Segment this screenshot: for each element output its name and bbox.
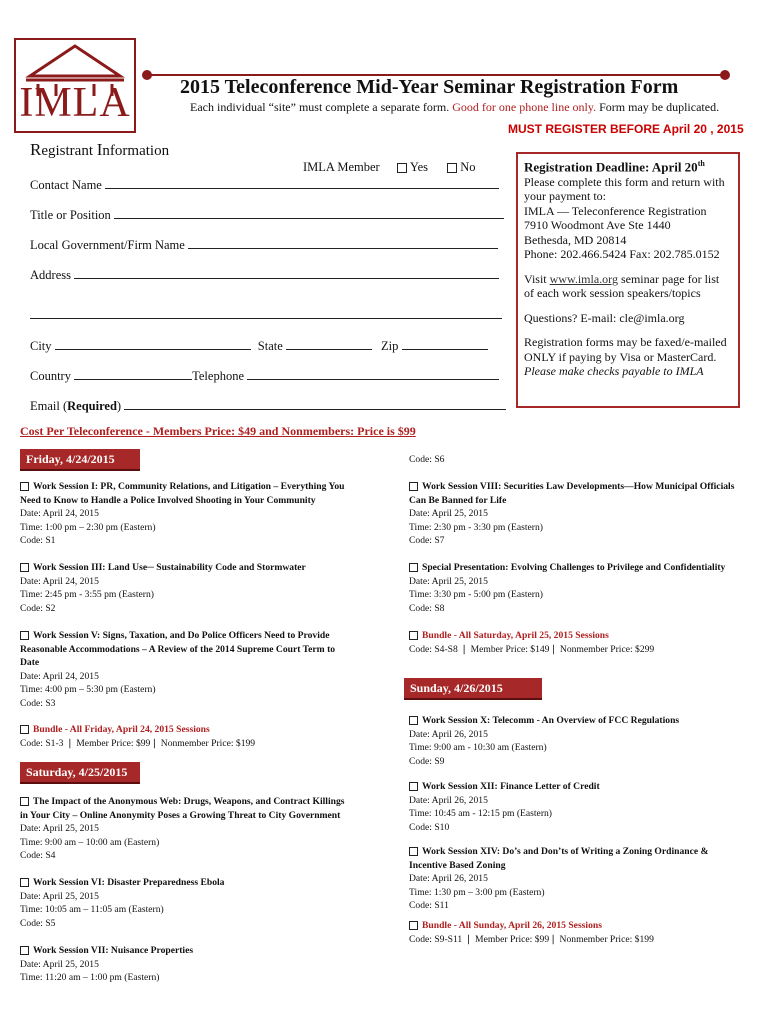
session-s5: Work Session VI: Disaster Preparedness Ebola Date: April 25, 2015 Time: 10:05 am – 11:05 am (Eastern) Code: S5 (20, 877, 225, 929)
contact-name-field[interactable] (105, 176, 499, 189)
email-field[interactable] (124, 397, 506, 410)
city-row (30, 337, 488, 354)
session-s3-checkbox[interactable] (20, 631, 29, 640)
title-label: Title or Position (30, 208, 111, 222)
deadline-box (516, 152, 740, 408)
cost-heading: Cost Per Teleconference - Members Price: $49 and Nonmembers: Price is $99 (20, 424, 416, 438)
session-s11-checkbox[interactable] (409, 847, 418, 856)
fax-note: Registration forms may be faxed/e-mailed (524, 335, 727, 350)
session-s6: Work Session VII: Nuisance Properties Date: April 25, 2015 Time: 11:20 am – 1:00 pm (Eastern) (20, 945, 194, 983)
city-label: City (30, 339, 52, 353)
session-s1-checkbox[interactable] (20, 482, 29, 491)
local-gov-row (30, 236, 498, 253)
required-label: Required (67, 399, 117, 413)
country-field[interactable] (74, 367, 192, 380)
deadline-line: Bethesda, MD 20814 (524, 232, 627, 247)
day-header-sunday: Sunday, 4/26/2015 (404, 678, 542, 700)
logo-text: IMLA (19, 80, 131, 126)
session-s2-checkbox[interactable] (20, 563, 29, 572)
imla-website-link[interactable]: www.imla.org (549, 271, 618, 286)
member-no-checkbox[interactable] (447, 163, 457, 173)
contact-name-label: Contact Name (30, 178, 102, 192)
subtitle-highlight: Good for one phone line only. (452, 100, 597, 114)
contact-name-row (30, 176, 499, 193)
registrant-heading: Registrant Information (30, 140, 170, 159)
session-s4-checkbox[interactable] (20, 797, 29, 806)
checks-note: Please make checks payable to IMLA (524, 364, 704, 379)
email-label-close: ) (116, 399, 122, 413)
telephone-label: Telephone (192, 369, 244, 383)
session-s10-checkbox[interactable] (409, 782, 418, 791)
telephone-field[interactable] (247, 367, 499, 380)
zip-field[interactable] (402, 337, 488, 350)
session-s11: Work Session XIV: Do’s and Don’ts of Writing a Zoning Ordinance & Incentive Based Zoning Date: April 26, 2015 Time: 1:30 pm – 3:00 pm (Eastern) Code: S11 (409, 846, 709, 911)
local-gov-label: Local Government/Firm Name (30, 238, 185, 252)
questions-email: Questions? E-mail: cle@imla.org (524, 310, 685, 325)
session-s9: Work Session X: Telecomm - An Overview of FCC Regulations Date: April 26, 2015 Time: 9:00 am - 10:30 am (Eastern) Code: S9 (409, 715, 680, 767)
visit-line2: of each work session speakers/topics (524, 286, 701, 301)
session-s8: Special Presentation: Evolving Challenges to Privilege and Confidentiality Date: April 25, 2015 Time: 3:30 pm - 5:00 pm (Eastern) Code: S8 (409, 562, 726, 614)
state-label: State (257, 339, 283, 353)
member-yes-checkbox[interactable] (397, 163, 407, 173)
deadline-line: your payment to: (524, 189, 606, 204)
bundle-sunday: Bundle - All Sunday, April 26, 2015 Sessions Code: S9-S11 ❘ Member Price: $99❘ Nonmember Price: $199 (409, 920, 654, 945)
zip-label: Zip (381, 339, 399, 353)
session-s7-checkbox[interactable] (409, 482, 418, 491)
session-s10: Work Session XII: Finance Letter of Credit Date: April 26, 2015 Time: 10:45 am - 12:15 pm (Eastern) Code: S10 (409, 781, 600, 833)
no-label: No (460, 160, 476, 174)
address-row (30, 266, 499, 283)
fax-note: ONLY if paying by Visa or MasterCard. (524, 349, 717, 364)
yes-label: Yes (409, 160, 429, 174)
bundle-saturday: Bundle - All Saturday, April 25, 2015 Sessions Code: S4-S8 ❘ Member Price: $149❘ Nonmember Price: $299 (409, 630, 655, 655)
session-s8-checkbox[interactable] (409, 563, 418, 572)
session-s7: Work Session VIII: Securities Law Developments—How Municipal Officials Can Be Banned for Life Date: April 25, 2015 Time: 2:30 pm - 3:30 pm (Eastern) Code: S7 (409, 481, 735, 546)
email-label: Email ( (30, 399, 68, 413)
session-s5-checkbox[interactable] (20, 878, 29, 887)
state-field[interactable] (286, 337, 372, 350)
session-s4: The Impact of the Anonymous Web: Drugs, Weapons, and Contract Killings in Your City – Online Anonymity Poses a Growing Threat to City Government Date: April 25, 2015 Time: 9:00 am – 10:00 am (Eastern) Code: S4 (20, 796, 345, 861)
deadline-line: Please complete this form and return with (524, 174, 725, 189)
country-label: Country (30, 369, 71, 383)
bundle-saturday-checkbox[interactable] (409, 631, 418, 640)
session-s1: Work Session I: PR, Community Relations, and Litigation – Everything You Need to Know to Handle a Police Involved Shooting in Your Community Date: April 24, 2015 Time: 1:00 pm – 2:30 pm (Eastern) Code: S1 (20, 481, 345, 546)
day-header-friday: Friday, 4/24/2015 (20, 449, 140, 471)
subtitle-part1: Each individual “site” must complete a separate form. (190, 100, 453, 114)
subtitle-part3: Form may be duplicated. (596, 100, 720, 114)
email-row (30, 397, 506, 414)
bundle-sunday-checkbox[interactable] (409, 921, 418, 930)
session-s6-code: Code: S6 (409, 454, 445, 465)
deadline-line: IMLA — Teleconference Registration (524, 203, 707, 218)
address-field[interactable] (74, 266, 499, 279)
bundle-friday-checkbox[interactable] (20, 725, 29, 734)
day-header-saturday: Saturday, 4/25/2015 (20, 762, 140, 784)
imla-logo (14, 38, 136, 133)
session-s3: Work Session V: Signs, Taxation, and Do Police Officers Need to Provide Reasonable Accommodations – A Review of the 2014 Supreme Court Term to Date Date: April 24, 2015 Time: 4:00 pm – 5:30 pm (Eastern) Code: S3 (20, 630, 336, 709)
session-s6-checkbox[interactable] (20, 946, 29, 955)
country-row (30, 367, 499, 384)
member-label: IMLA Member (303, 160, 380, 174)
address-label: Address (30, 268, 71, 282)
session-s9-checkbox[interactable] (409, 716, 418, 725)
deadline-line: Phone: 202.466.5424 Fax: 202.785.0152 (524, 247, 720, 262)
deadline-line: 7910 Woodmont Ave Ste 1440 (524, 218, 671, 233)
local-gov-field[interactable] (188, 236, 498, 249)
deadline-heading: Registration Deadline: April 20th (524, 159, 705, 175)
address-field-line2[interactable] (30, 318, 502, 319)
bundle-friday: Bundle - All Friday, April 24, 2015 Sessions Code: S1-3 ❘ Member Price: $99❘ Nonmember Price: $199 (20, 724, 256, 749)
imla-member-row (303, 160, 475, 175)
must-register-notice: MUST REGISTER BEFORE April 20 , 2015 (508, 122, 744, 136)
session-s2: Work Session III: Land Use─ Sustainability Code and Stormwater Date: April 24, 2015 Time: 2:45 pm - 3:55 pm (Eastern) Code: S2 (20, 562, 306, 614)
title-row (30, 206, 504, 223)
subtitle (190, 100, 719, 115)
title-field[interactable] (114, 206, 504, 219)
visit-line: Visit www.imla.org seminar page for list (524, 271, 720, 286)
city-field[interactable] (55, 337, 251, 350)
page-title: 2015 Teleconference Mid-Year Seminar Registration Form (180, 76, 679, 98)
